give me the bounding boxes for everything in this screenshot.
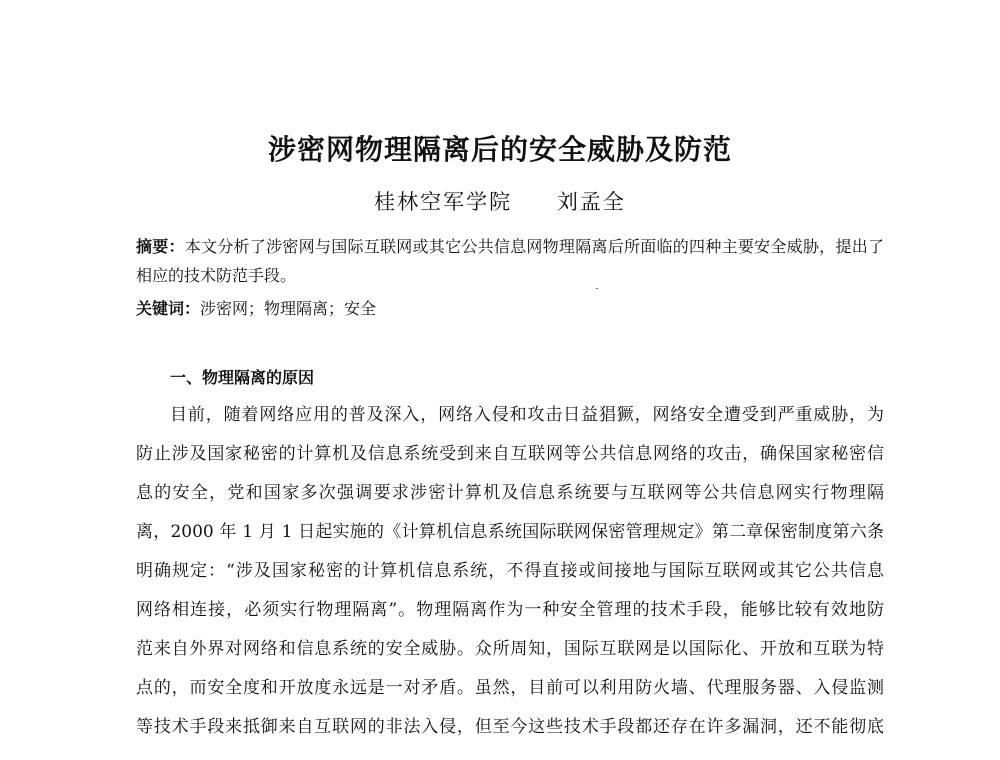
paper-title: 涉密网物理隔离后的安全威胁及防范 [267, 133, 732, 166]
keywords [136, 294, 884, 323]
body-line: 网络相连接，必须实行物理隔离”。物理隔离作为一种安全管理的技术手段，能够比较有效地防 [136, 600, 884, 620]
section-heading: 一、物理隔离的原因 [170, 368, 315, 387]
abstract-text: 本文分析了涉密网与国际互联网或其它公共信息网物理隔离后所面临的四种主要安全威胁，提出了相应的技术防范手段。 [136, 237, 884, 285]
abstract-label: 摘要： [136, 237, 185, 256]
keywords-text: 涉密网；物理隔离；安全 [200, 299, 377, 318]
byline [0, 186, 1000, 216]
body-line: 离，2000 年 1 月 1 日起实施的《计算机信息系统国际联网保密管理规定》第二章保密制度第六条 [136, 522, 884, 542]
body-line: 点的，而安全度和开放度永远是一对矛盾。虽然，目前可以利用防火墙、代理服务器、入侵监测 [136, 678, 884, 698]
body-paragraph [136, 396, 884, 747]
body-line: 等技术手段来抵御来自互联网的非法入侵，但至今这些技术手段都还存在许多漏洞，还不能彻底 [136, 717, 884, 737]
abstract [136, 232, 884, 290]
keywords-label: 关键词： [136, 299, 201, 318]
scan-speck [596, 288, 598, 289]
body-line: 目前，随着网络应用的普及深入，网络入侵和攻击日益猖獗，网络安全遭受到严重威胁，为 [170, 405, 884, 425]
author-name: 刘孟全 [556, 190, 626, 214]
author-affiliation: 桂林空军学院 [374, 190, 513, 214]
body-line: 明确规定：“涉及国家秘密的计算机信息系统，不得直接或间接地与国际互联网或其它公共信息 [136, 561, 884, 581]
body-line: 息的安全，党和国家多次强调要求涉密计算机及信息系统要与互联网等公共信息网实行物理隔 [136, 483, 884, 503]
body-line: 防止涉及国家秘密的计算机及信息系统受到来自互联网等公共信息网络的攻击，确保国家秘密信 [136, 444, 884, 464]
body-line: 范来自外界对网络和信息系统的安全威胁。众所周知，国际互联网是以国际化、开放和互联为特 [136, 639, 884, 659]
